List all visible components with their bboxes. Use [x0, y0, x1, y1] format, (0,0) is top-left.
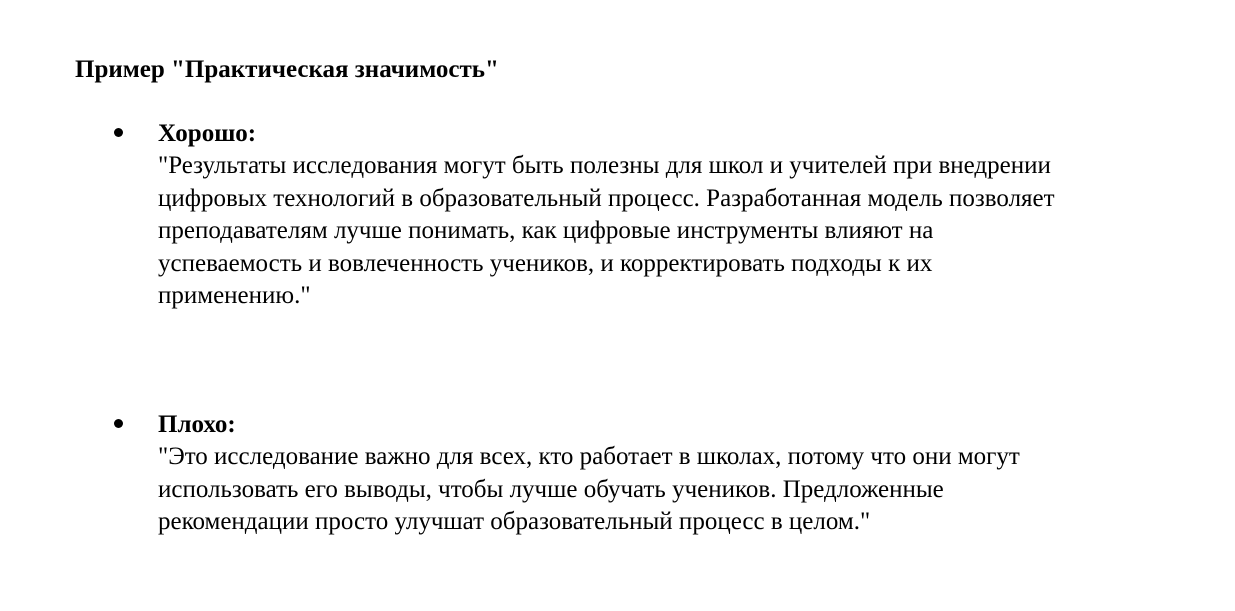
- bad-example-line: использовать его выводы, чтобы лучше обучать учеников. Предложенные: [158, 475, 944, 503]
- good-example-line: применению.": [158, 282, 311, 309]
- bullet-icon: [114, 128, 123, 137]
- bad-example-line: рекомендации просто улучшат образовательный процесс в целом.": [158, 508, 871, 535]
- bad-example-label: Плохо:: [158, 411, 236, 438]
- good-example-line: преподавателям лучше понимать, как цифровые инструменты влияют на: [158, 217, 934, 244]
- good-example-line: "Результаты исследования могут быть полезны для школ и учителей при внедрении: [158, 152, 1051, 179]
- bullet-icon: [114, 419, 123, 428]
- good-example-line: цифровых технологий в образовательный процесс. Разработанная модель позволяет: [158, 184, 1055, 212]
- good-example-text: [158, 150, 1198, 313]
- bad-example-line: "Это исследование важно для всех, кто работает в школах, потому что они могут: [158, 443, 1020, 470]
- good-example-line: успеваемость и вовлеченность учеников, и корректировать подходы к их: [158, 249, 933, 277]
- good-example-label: Хорошо:: [158, 120, 257, 147]
- section-heading: Пример "Практическая значимость": [75, 56, 499, 83]
- bad-example-text: [158, 441, 1198, 539]
